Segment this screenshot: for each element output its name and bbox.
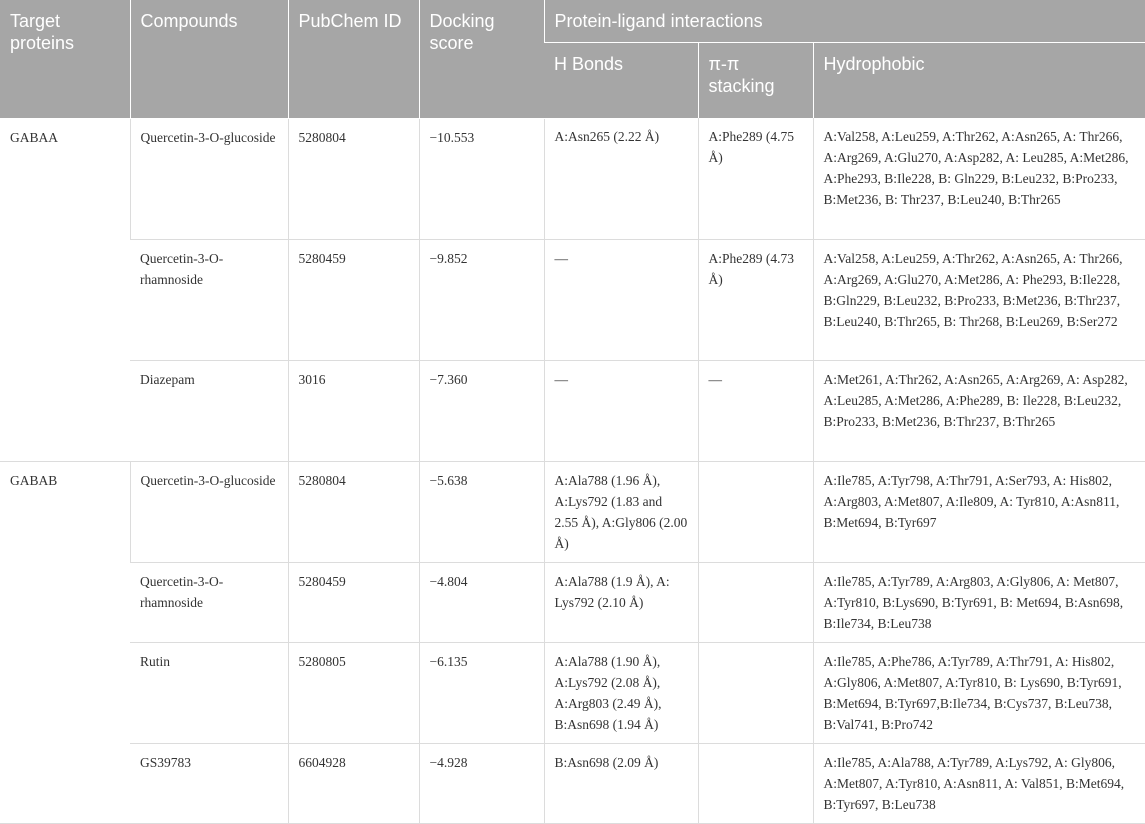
target-protein-cell: GABAA [0, 118, 130, 461]
hbonds-cell: — [544, 239, 698, 360]
hydrophobic-cell: A:Ile785, A:Ala788, A:Tyr789, A:Lys792, A: Gly806, A:Met807, A:Tyr810, A:Asn811, A: Val851, B:Met694, B:Tyr697, B:Leu738 [813, 743, 1145, 823]
hydrophobic-cell: A:Met261, A:Thr262, A:Asn265, A:Arg269, A: Asp282, A:Leu285, A:Met286, A:Phe289, B: Ile228, B:Leu232, B:Pro233, B:Met236, B:Thr237, B:Thr265 [813, 360, 1145, 461]
hbonds-cell: A:Ala788 (1.90 Å), A:Lys792 (2.08 Å), A:Arg803 (2.49 Å), B:Asn698 (1.94 Å) [544, 642, 698, 743]
score-cell: −4.928 [419, 743, 544, 823]
table-row [0, 118, 1145, 239]
table-body [0, 118, 1145, 823]
header-target-proteins: Target proteins [0, 0, 130, 118]
header-pubchem-id: PubChem ID [288, 0, 419, 118]
table-row [0, 461, 1145, 562]
compound-cell: GS39783 [130, 743, 288, 823]
pipi-cell: — [698, 360, 813, 461]
score-cell: −4.804 [419, 562, 544, 642]
pubchem-cell: 5280804 [288, 461, 419, 562]
pipi-cell: A:Phe289 (4.73 Å) [698, 239, 813, 360]
table-header [0, 0, 1145, 118]
header-hydrophobic: Hydrophobic [813, 43, 1145, 119]
pubchem-cell: 5280805 [288, 642, 419, 743]
hbonds-cell: — [544, 360, 698, 461]
hbonds-cell: A:Ala788 (1.9 Å), A: Lys792 (2.10 Å) [544, 562, 698, 642]
pubchem-cell: 6604928 [288, 743, 419, 823]
hydrophobic-cell: A:Ile785, A:Phe786, A:Tyr789, A:Thr791, A: His802, A:Gly806, A:Met807, A:Tyr810, B: Lys690, B:Tyr691, B:Met694, B:Tyr697,B:Ile734, B:Cys737, B:Leu738, B:Val741, B:Pro742 [813, 642, 1145, 743]
pipi-cell [698, 461, 813, 562]
score-cell: −5.638 [419, 461, 544, 562]
hydrophobic-cell: A:Ile785, A:Tyr798, A:Thr791, A:Ser793, A: His802, A:Arg803, A:Met807, A:Ile809, A: Tyr810, A:Asn811, B:Met694, B:Tyr697 [813, 461, 1145, 562]
table-row [0, 642, 1145, 743]
compound-cell: Quercetin-3-O-rhamnoside [130, 239, 288, 360]
hydrophobic-cell: A:Val258, A:Leu259, A:Thr262, A:Asn265, A: Thr266, A:Arg269, A:Glu270, A:Met286, A: Phe293, B:Ile228, B:Gln229, B:Leu232, B:Pro233, B:Met236, B:Thr237, B:Leu240, B:Thr265, B: Thr268, B:Leu269, B:Ser272 [813, 239, 1145, 360]
header-pi-pi-stacking: π-π stacking [698, 43, 813, 119]
table-row [0, 360, 1145, 461]
pipi-cell: A:Phe289 (4.75 Å) [698, 118, 813, 239]
pipi-cell [698, 743, 813, 823]
header-protein-ligand-interactions: Protein-ligand interactions [544, 0, 1145, 43]
hbonds-cell: B:Asn698 (2.09 Å) [544, 743, 698, 823]
header-h-bonds: H Bonds [544, 43, 698, 119]
hydrophobic-cell: A:Ile785, A:Tyr789, A:Arg803, A:Gly806, A: Met807, A:Tyr810, B:Lys690, B:Tyr691, B: Met694, B:Asn698, B:Ile734, B:Leu738 [813, 562, 1145, 642]
compound-cell: Quercetin-3-O-rhamnoside [130, 562, 288, 642]
header-compounds: Compounds [130, 0, 288, 118]
pubchem-cell: 5280459 [288, 239, 419, 360]
table-row [0, 562, 1145, 642]
pipi-cell [698, 642, 813, 743]
compound-cell: Diazepam [130, 360, 288, 461]
score-cell: −10.553 [419, 118, 544, 239]
table-row [0, 743, 1145, 823]
score-cell: −6.135 [419, 642, 544, 743]
compound-cell: Quercetin-3-O-glucoside [130, 461, 288, 562]
pubchem-cell: 5280804 [288, 118, 419, 239]
target-protein-cell: GABAB [0, 461, 130, 823]
pubchem-cell: 5280459 [288, 562, 419, 642]
hydrophobic-cell: A:Val258, A:Leu259, A:Thr262, A:Asn265, A: Thr266, A:Arg269, A:Glu270, A:Asp282, A: Leu285, A:Met286, A:Phe293, B:Ile228, B: Gln229, B:Leu232, B:Pro233, B:Met236, B: Thr237, B:Leu240, B:Thr265 [813, 118, 1145, 239]
header-docking-score: Docking score [419, 0, 544, 118]
table-row [0, 239, 1145, 360]
hbonds-cell: A:Asn265 (2.22 Å) [544, 118, 698, 239]
hbonds-cell: A:Ala788 (1.96 Å), A:Lys792 (1.83 and 2.55 Å), A:Gly806 (2.00 Å) [544, 461, 698, 562]
pipi-cell [698, 562, 813, 642]
compound-cell: Quercetin-3-O-glucoside [130, 118, 288, 239]
pubchem-cell: 3016 [288, 360, 419, 461]
score-cell: −9.852 [419, 239, 544, 360]
score-cell: −7.360 [419, 360, 544, 461]
compound-cell: Rutin [130, 642, 288, 743]
